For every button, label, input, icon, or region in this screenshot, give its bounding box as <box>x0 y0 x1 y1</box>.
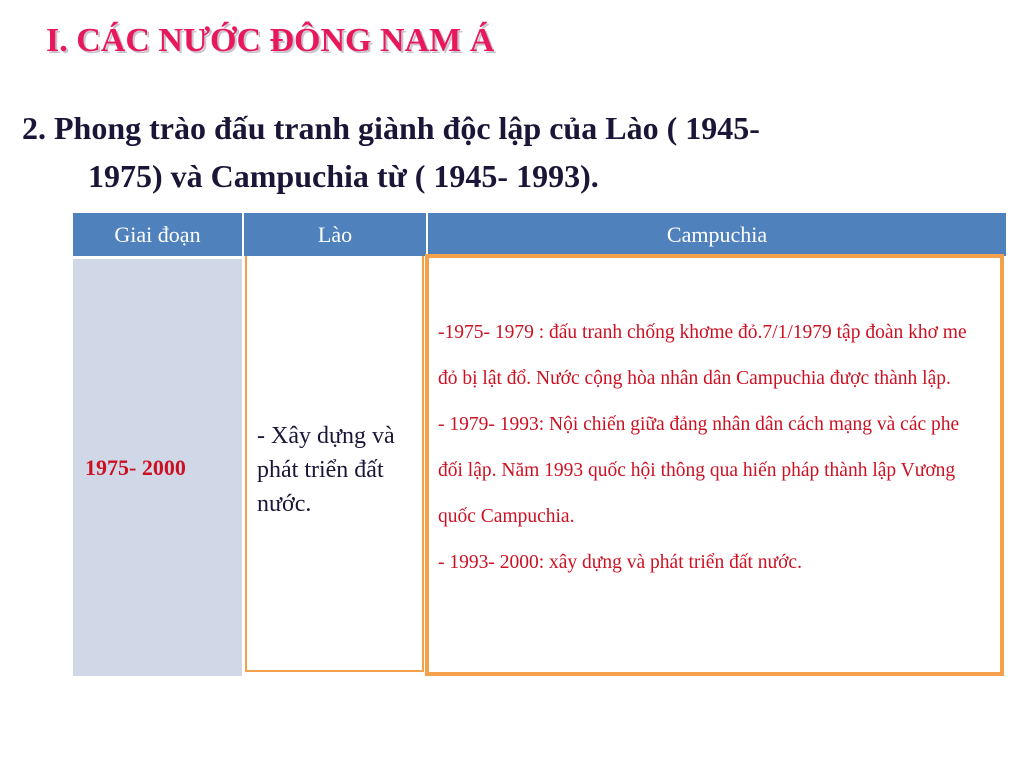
header-campuchia: Campuchia <box>428 213 1006 256</box>
header-lao: Lào <box>244 213 426 256</box>
header-period: Giai đoạn <box>73 213 242 256</box>
subtitle-line-2: 1975) và Campuchia từ ( 1945- 1993). <box>88 158 599 194</box>
period-label: 1975- 2000 <box>85 454 186 480</box>
campuchia-event-1975: -1975- 1979 : đấu tranh chống khơme đỏ.7/1/1979 tập đoàn khơ me đỏ bị lật đổ. Nước cộng hòa nhân dân Campuchia được thành lập. <box>438 322 967 389</box>
history-table <box>73 213 1006 676</box>
lao-cell <box>245 256 424 672</box>
campuchia-event-1993: - 1993- 2000: xây dựng và phát triển đất nước. <box>438 552 802 573</box>
slide-subtitle <box>22 104 982 200</box>
campuchia-events <box>438 310 988 586</box>
subtitle-line-1: 2. Phong trào đấu tranh giành độc lập của Lào ( 1945- <box>22 110 760 146</box>
slide-title: I. CÁC NƯỚC ĐÔNG NAM Á <box>46 22 495 59</box>
campuchia-cell <box>425 254 1004 676</box>
period-cell <box>73 259 242 676</box>
lao-text: - Xây dựng và phát triển đất nước. <box>257 423 395 517</box>
campuchia-event-1979: - 1979- 1993: Nội chiến giữa đảng nhân dân cách mạng và các phe đối lập. Năm 1993 quốc hội thông qua hiến pháp thành lập Vương quốc Campuchia. <box>438 414 960 527</box>
